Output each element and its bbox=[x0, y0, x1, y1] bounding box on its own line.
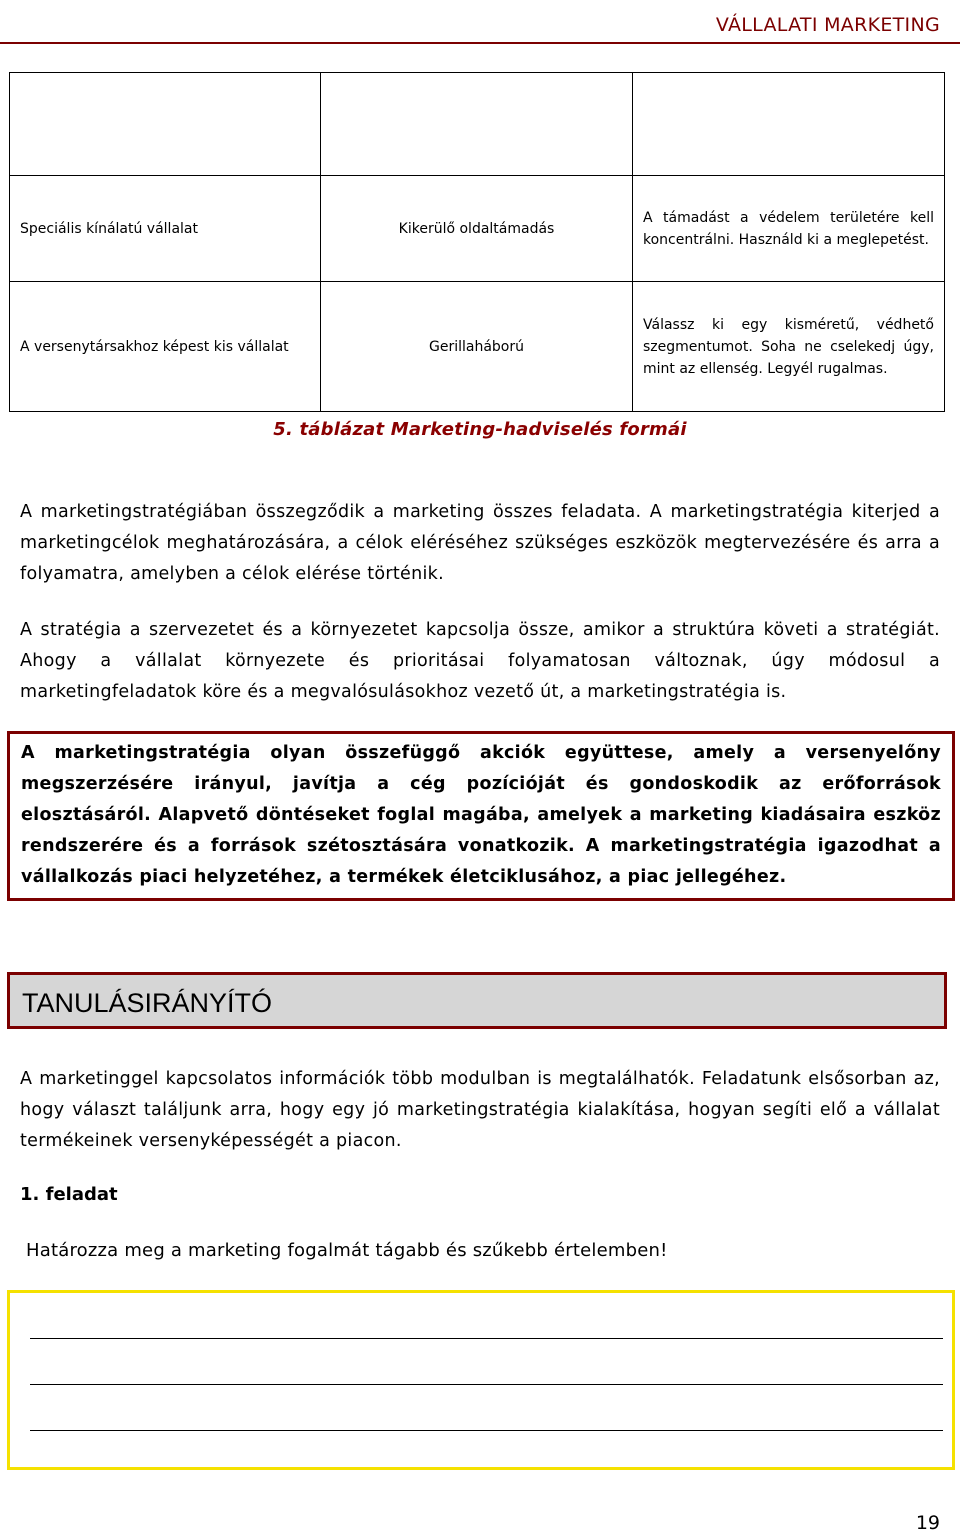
section-heading-box bbox=[7, 972, 947, 1029]
table-cell: Válassz ki egy kisméretű, védhető szegmentumot. Soha ne cselekedj úgy, mint az ellenség. Legyél rugalmas. bbox=[633, 282, 945, 412]
table-cell bbox=[10, 73, 321, 176]
warfare-forms-table bbox=[9, 72, 945, 412]
table-cell bbox=[321, 73, 633, 176]
paragraph-strategy-environment: A stratégia a szervezetet és a környezetet kapcsolja össze, amikor a struktúra követi a stratégiát. Ahogy a vállalat környezete és prioritásai folyamatosan változnak, úgy módosul a marketingfeladatok köre és a megvalósulásokhoz vezető út, a marketingstratégia is. bbox=[20, 620, 940, 702]
task-question: Határozza meg a marketing fogalmát tágabb és szűkebb értelemben! bbox=[26, 1240, 668, 1261]
definition-box: A marketingstratégia olyan összefüggő akciók együttese, amely a versenyelőny megszerzésére irányul, javítja a cég pozícióját és gondoskodik az erőforrások elosztásáról. Alapvető döntéseket foglal magába, amelyek a marketing kiadásaira eszköz rendszerére és a források szétosztására vonatkozik. A marketingstratégia igazodhat a vállalkozás piaci helyzetéhez, a termékek életciklusához, a piac jellegéhez. bbox=[7, 731, 955, 901]
answer-line[interactable] bbox=[30, 1338, 943, 1339]
page-number: 19 bbox=[915, 1512, 940, 1534]
table-cell: Gerillaháború bbox=[321, 282, 633, 412]
section-intro-paragraph: A marketinggel kapcsolatos információk több modulban is megtalálhatók. Feladatunk elsősorban az, hogy választ találjunk arra, hogy egy jó marketingstratégia kialakítása, hogyan segíti elő a vállalat termékeinek versenyképességét a piacon. bbox=[20, 1069, 940, 1151]
table-cell: Speciális kínálatú vállalat bbox=[10, 176, 321, 282]
table-row bbox=[10, 282, 945, 412]
answer-box bbox=[7, 1290, 955, 1470]
answer-line[interactable] bbox=[30, 1384, 943, 1385]
table-row bbox=[10, 73, 945, 176]
table-caption: 5. táblázat Marketing-hadviselés formái bbox=[273, 419, 687, 440]
table-cell: Kikerülő oldaltámadás bbox=[321, 176, 633, 282]
table-cell: A versenytársakhoz képest kis vállalat bbox=[10, 282, 321, 412]
task-label: 1. feladat bbox=[20, 1184, 118, 1205]
table-row bbox=[10, 176, 945, 282]
table-cell bbox=[633, 73, 945, 176]
table-cell: A támadást a védelem területére kell koncentrálni. Használd ki a meglepetést. bbox=[633, 176, 945, 282]
paragraph-strategy-summary: A marketingstratégiában összegződik a marketing összes feladata. A marketingstratégia kiterjed a marketingcélok meghatározására, a célok eléréséhez szükséges eszközök megtervezésére és arra a folyamatra, amelyben a célok elérése történik. bbox=[20, 502, 940, 584]
answer-line[interactable] bbox=[30, 1430, 943, 1431]
section-title: TANULÁSIRÁNYÍTÓ bbox=[22, 988, 273, 1018]
running-header-title: VÁLLALATI MARKETING bbox=[715, 14, 940, 36]
header-divider bbox=[0, 42, 960, 44]
